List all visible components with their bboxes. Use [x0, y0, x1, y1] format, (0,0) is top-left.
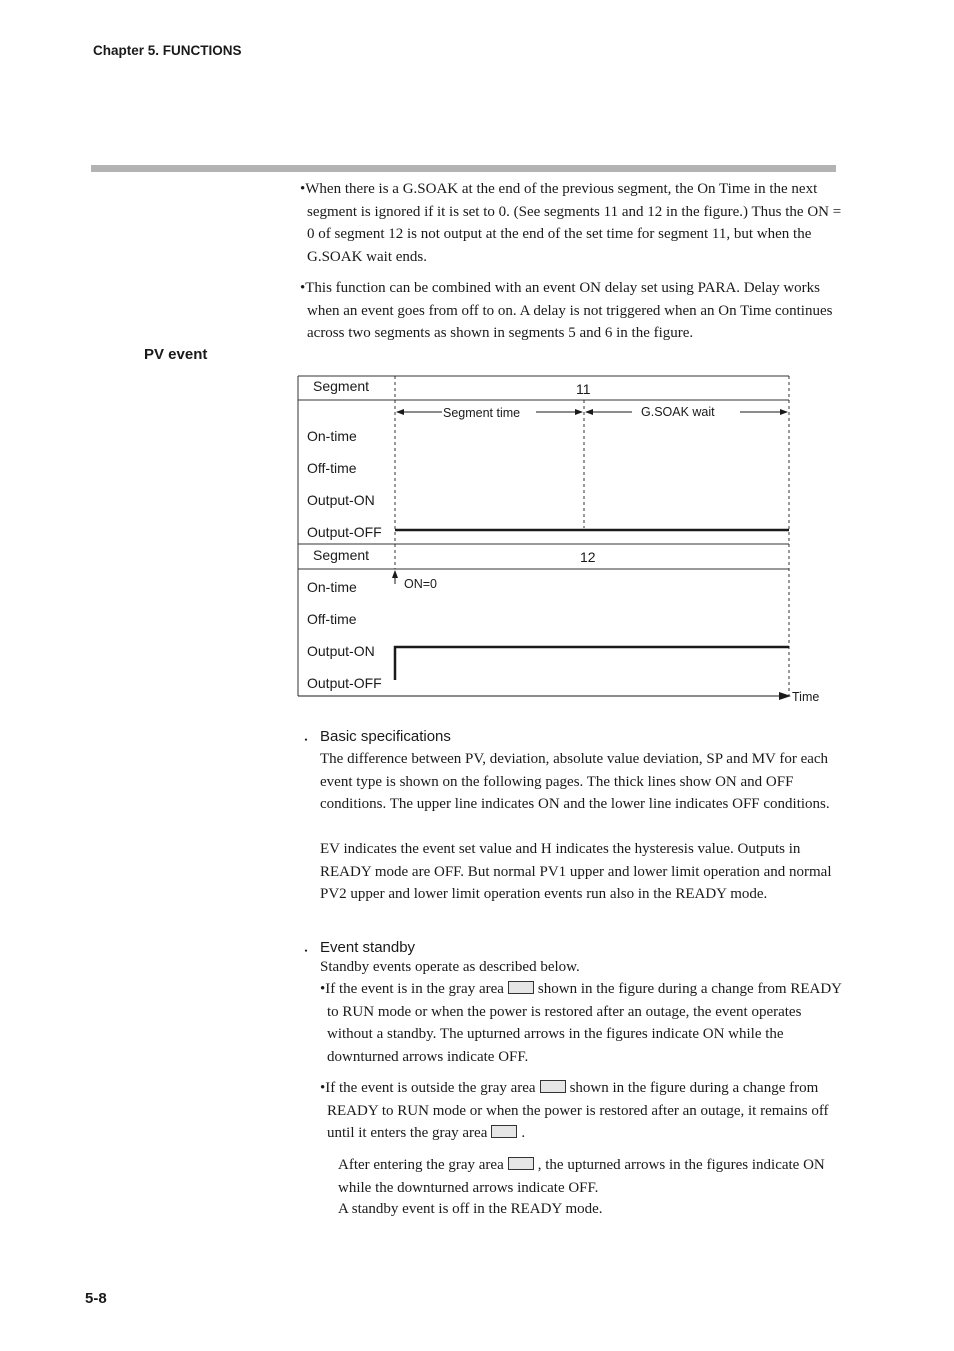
- standby-item-2-text-c: .: [521, 1125, 526, 1141]
- standby-ready-note: A standby event is off in the READY mode.: [338, 1201, 603, 1217]
- timing-diagram: [280, 370, 840, 710]
- basic-title: Basic specifications: [320, 728, 451, 745]
- row-label-off-time: Off-time: [307, 611, 357, 627]
- standby-item-1-text-a: •If the event is in the gray area: [320, 981, 504, 997]
- section-rule: [91, 165, 836, 172]
- gray-area-swatch: [540, 1080, 566, 1093]
- basic-para-2: EV indicates the event set value and H indicates the hysteresis value. Outputs in READY mode are OFF. But normal PV1 upper and lower limit operation and normal PV2 upper and lower limit operation events run also in the READY mode.: [320, 841, 832, 902]
- output-on-trace: [395, 647, 789, 680]
- gsoak-wait-label: G.SOAK wait: [641, 405, 715, 419]
- standby-after-text-b: , the upturned arrows in the figures indicate ON while the downturned arrows indicate OFF.: [338, 1157, 825, 1196]
- row-label-on-time: On-time: [307, 428, 357, 444]
- segment-11-block: [298, 376, 789, 544]
- segment-number: 11: [576, 381, 591, 397]
- pv-event-title: PV event: [144, 346, 208, 363]
- time-axis-label: Time: [792, 690, 820, 704]
- row-label-output-on: Output-ON: [307, 492, 375, 508]
- segment-number: 12: [580, 549, 596, 565]
- standby-item-2: [320, 1077, 847, 1145]
- segment-12-block: [298, 544, 819, 704]
- intro-bullet-2: •This function can be combined with an event ON delay set using PARA. Delay works when an event goes from off to on. A delay is not triggered when an On Time continues across two segments as shown in segments 5 and 6 in the figure.: [300, 280, 833, 341]
- row-label-on-time: On-time: [307, 579, 357, 595]
- standby-item-2-text-b: shown in the figure during a change from READY to RUN mode or when the power is restored after an outage, it remains off until it enters the gray area: [327, 1080, 829, 1141]
- standby-bullet: ・: [300, 944, 313, 958]
- standby-after-text-a: After entering the gray area: [338, 1157, 504, 1173]
- on-zero-label: ON=0: [404, 577, 438, 591]
- gray-area-swatch: [508, 1157, 534, 1170]
- standby-item-1-text-b: shown in the figure during a change from READY to RUN mode or when the power is restored after an outage, the event operates without a standby. The upturned arrows in the figures indicate ON while the downturned arrows indicate OFF.: [327, 981, 842, 1065]
- row-label-output-on: Output-ON: [307, 643, 375, 659]
- segment-label: Segment: [313, 378, 370, 394]
- chapter-header: Chapter 5. FUNCTIONS: [93, 43, 242, 58]
- standby-item-1: [320, 978, 847, 1068]
- gray-area-swatch: [491, 1125, 517, 1138]
- segment-time-label: Segment time: [443, 406, 521, 420]
- row-label-output-off: Output-OFF: [307, 524, 382, 540]
- standby-intro: Standby events operate as described below.: [320, 959, 580, 975]
- basic-para-1: The difference between PV, deviation, absolute value deviation, SP and MV for each event type is shown on the following pages. The thick lines show ON and OFF conditions. The upper line indicates ON and the lower line indicates OFF conditions.: [320, 751, 830, 812]
- gray-area-swatch: [508, 981, 534, 994]
- basic-bullet: ・: [300, 733, 313, 747]
- row-label-output-off: Output-OFF: [307, 675, 382, 691]
- standby-item-2-text-a: •If the event is outside the gray area: [320, 1080, 536, 1096]
- page-number: 5-8: [85, 1290, 107, 1307]
- intro-bullet-1: •When there is a G.SOAK at the end of the previous segment, the On Time in the next segment is ignored if it is set to 0. (See segments 11 and 12 in the figure.) Thus the ON = 0 of segment 12 is not output at the end of the set time for segment 11, but when the G.SOAK wait ends.: [300, 181, 842, 265]
- standby-after: [338, 1154, 838, 1199]
- standby-title: Event standby: [320, 939, 416, 956]
- segment-label: Segment: [313, 547, 370, 563]
- row-label-off-time: Off-time: [307, 460, 357, 476]
